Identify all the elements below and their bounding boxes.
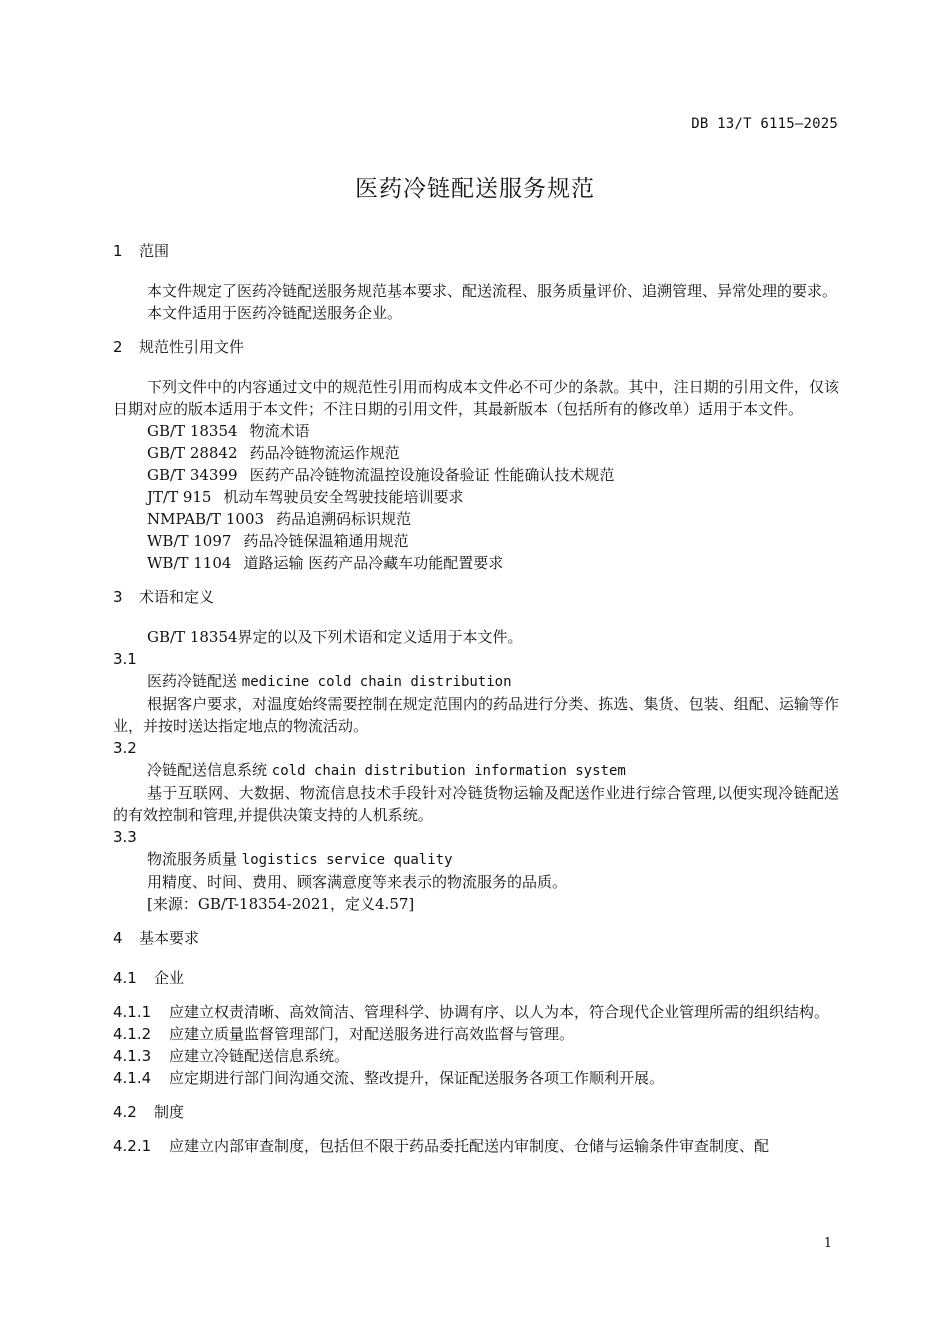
clause: [113, 1067, 839, 1089]
reference-code: JT/T 915: [147, 488, 212, 506]
reference-item: [113, 486, 839, 508]
term-number: 3.3: [113, 828, 137, 846]
reference-item: [113, 420, 839, 442]
page-number: 1: [823, 1236, 832, 1251]
term-definition: 基于互联网、大数据、物流信息技术手段针对冷链货物运输及配送作业进行综合管理,以便实现冷链配送的有效控制和管理,并提供决策支持的人机系统。: [113, 784, 839, 824]
reference-name: 药品追溯码标识规范: [276, 510, 412, 528]
paragraph: GB/T 18354界定的以及下列术语和定义适用于本文件。: [147, 628, 523, 646]
term-source: [来源：GB/T-18354-2021，定义4.57]: [147, 895, 415, 913]
term-name: [113, 670, 839, 693]
reference-name: 物流术语: [249, 422, 310, 440]
term-zh: 医药冷链配送: [147, 672, 238, 690]
term-name: [113, 759, 839, 782]
reference-name: 药品冷链物流运作规范: [249, 444, 400, 462]
term-number: 3.1: [113, 650, 137, 668]
clause-number: 4.1.1: [113, 1003, 152, 1021]
reference-code: WB/T 1097: [147, 532, 232, 550]
clause-number: 4.2.1: [113, 1137, 152, 1155]
term-name: [113, 848, 839, 871]
clause-number: 4.1.2: [113, 1025, 152, 1043]
subsection-number: 4.1: [113, 969, 137, 987]
section-heading-3: [113, 586, 839, 608]
reference-item: [113, 442, 839, 464]
reference-name: 机动车驾驶员安全驾驶技能培训要求: [223, 488, 464, 506]
subsection-heading-4-2: [113, 1101, 839, 1123]
term-number: 3.2: [113, 739, 137, 757]
clause-text: 应建立权责清晰、高效简洁、管理科学、协调有序、以人为本，符合现代企业管理所需的组织结构。: [169, 1003, 830, 1021]
clause-number: 4.1.3: [113, 1047, 152, 1065]
paragraph: 下列文件中的内容通过文中的规范性引用而构成本文件必不可少的条款。其中，注日期的引用文件，仅该日期对应的版本适用于本文件；不注日期的引用文件，其最新版本（包括所有的修改单）适用于本文件。: [113, 378, 839, 418]
term-zh: 物流服务质量: [147, 850, 238, 868]
section-title: 术语和定义: [139, 588, 215, 606]
document-title: 医药冷链配送服务规范: [355, 176, 595, 202]
subsection-title: 企业: [154, 969, 185, 987]
reference-item: [113, 464, 839, 486]
subsection-number: 4.2: [113, 1103, 137, 1121]
reference-item: [113, 530, 839, 552]
clause-text: 应建立内部审查制度，包括但不限于药品委托配送内审制度、仓储与运输条件审查制度、配: [169, 1137, 770, 1155]
clause-number: 4.1.4: [113, 1069, 152, 1087]
document-body: [113, 240, 839, 1157]
subsection-heading-4-1: [113, 967, 839, 989]
reference-code: GB/T 18354: [147, 422, 238, 440]
term-en: medicine cold chain distribution: [241, 674, 512, 690]
section-number: 3: [113, 588, 123, 606]
term-zh: 冷链配送信息系统: [147, 761, 268, 779]
section-heading-2: [113, 336, 839, 358]
reference-code: GB/T 28842: [147, 444, 238, 462]
section-number: 4: [113, 929, 123, 947]
section-heading-1: [113, 240, 839, 262]
subsection-title: 制度: [154, 1103, 185, 1121]
paragraph: 本文件适用于医药冷链配送服务企业。: [147, 304, 403, 322]
section-title: 基本要求: [139, 929, 200, 947]
reference-name: 道路运输 医药产品冷藏车功能配置要求: [243, 554, 504, 572]
reference-name: 药品冷链保温箱通用规范: [243, 532, 409, 550]
term-en: logistics service quality: [241, 852, 453, 868]
reference-code: GB/T 34399: [147, 466, 238, 484]
clause: [113, 1135, 839, 1157]
term-en: cold chain distribution information system: [271, 763, 626, 779]
clause: [113, 1023, 839, 1045]
clause-text: 应建立质量监督管理部门，对配送服务进行高效监督与管理。: [169, 1025, 575, 1043]
clause: [113, 1045, 839, 1067]
clause: [113, 1001, 839, 1023]
reference-name: 医药产品冷链物流温控设施设备验证 性能确认技术规范: [249, 466, 615, 484]
section-title: 规范性引用文件: [139, 338, 245, 356]
clause-text: 应定期进行部门间沟通交流、整改提升，保证配送服务各项工作顺利开展。: [169, 1069, 665, 1087]
section-heading-4: [113, 927, 839, 949]
reference-item: [113, 552, 839, 574]
term-definition: 用精度、时间、费用、顾客满意度等来表示的物流服务的品质。: [147, 873, 568, 891]
section-number: 1: [113, 242, 123, 260]
standard-code: DB 13/T 6115—2025: [691, 116, 838, 132]
paragraph: 本文件规定了医药冷链配送服务规范基本要求、配送流程、服务质量评价、追溯管理、异常处理的要求。: [147, 282, 838, 300]
section-title: 范围: [139, 242, 170, 260]
reference-item: [113, 508, 839, 530]
section-number: 2: [113, 338, 123, 356]
reference-code: NMPAB/T 1003: [147, 510, 265, 528]
clause-text: 应建立冷链配送信息系统。: [169, 1047, 350, 1065]
term-definition: 根据客户要求，对温度始终需要控制在规定范围内的药品进行分类、拣选、集货、包装、组配、运输等作业，并按时送达指定地点的物流活动。: [113, 695, 839, 735]
reference-code: WB/T 1104: [147, 554, 232, 572]
